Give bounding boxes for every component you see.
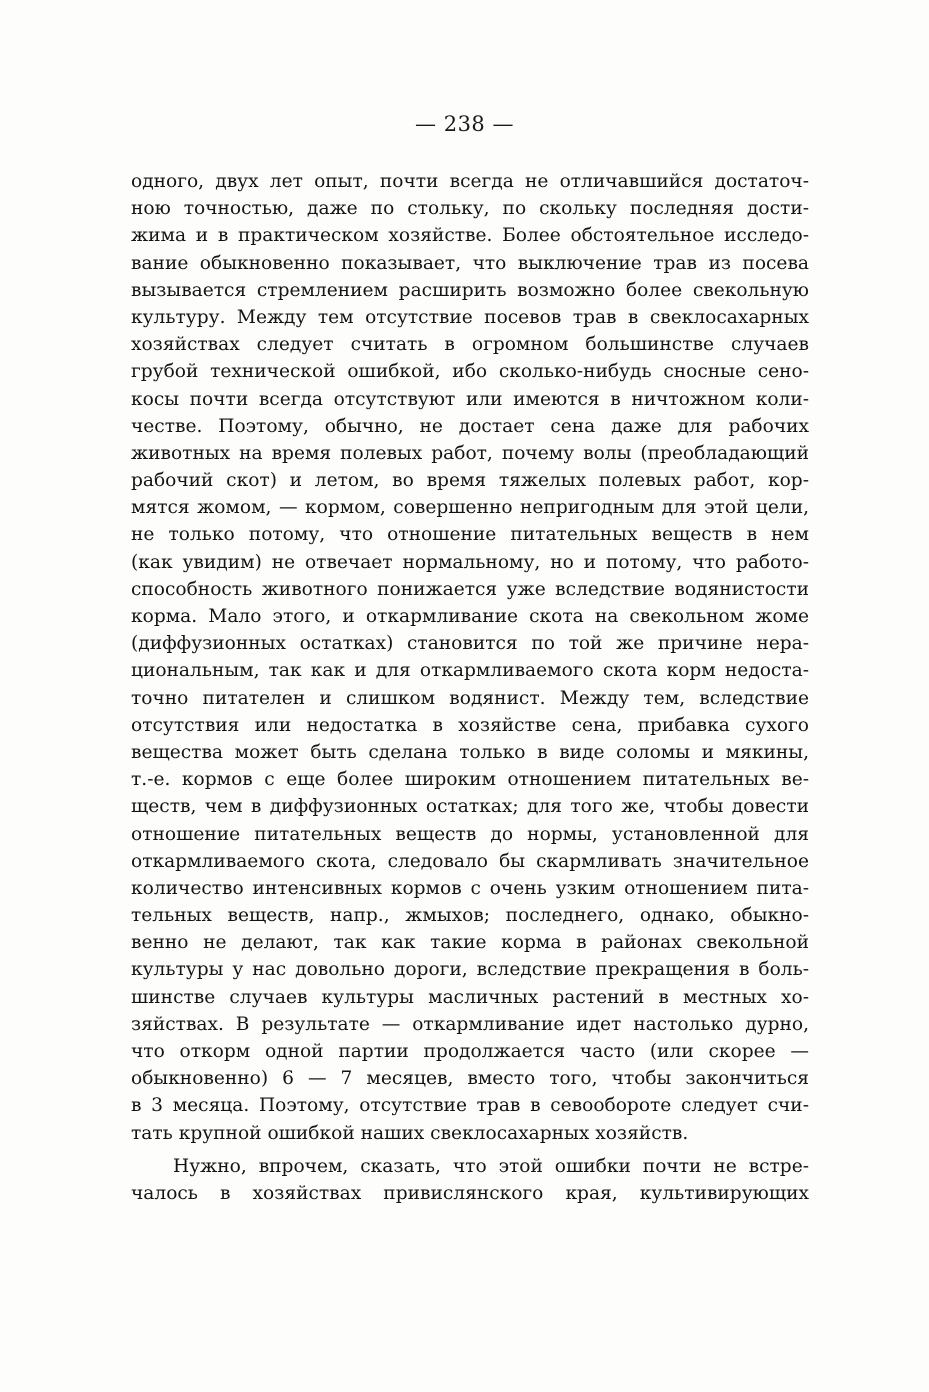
text-line: вание обыкновенно показывает, что выключение трав из посева [131,252,809,274]
body-text [131,168,809,1207]
text-line: отсутствия или недостатка в хозяйстве сена, прибавка сухого [131,714,809,736]
text-line: культуры у нас довольно дороги, вследствие прекращения в боль- [131,959,809,981]
text-line: способность животного понижается уже вследствие водянистости [131,578,809,600]
text-line: зяйствах. В результате — откармливание идет настолько дурно, [131,1013,809,1035]
text-line: тельных веществ, напр., жмыхов; последнего, однако, обыкно- [131,905,809,927]
text-line: циональным, так как и для откармливаемого скота корм недоста- [131,660,809,682]
text-line: что откорм одной партии продолжается часто (или скорее — [131,1041,809,1062]
text-line: отношение питательных веществ до нормы, установленной для [131,823,809,845]
text-line: откармливаемого скота, следовало бы скармливать значительное [131,850,809,872]
text-line: ществ, чем в диффузионных остатках; для того же, чтобы довести [131,796,809,818]
text-line: вещества может быть сделана только в виде соломы и мякины, [131,741,809,763]
text-line: венно не делают, так как такие корма в районах свекольной [131,932,809,954]
text-line: обыкновенно) 6 — 7 месяцев, вместо того, чтобы закончиться [131,1068,809,1090]
text-line: шинстве случаев культуры масличных растений в местных хо- [131,986,809,1008]
text-line: одного, двух лет опыт, почти всегда не отличавшийся достаточ- [131,171,809,192]
text-line: животных на время полевых работ, почему волы (преобладающий [131,442,809,464]
text-line: рабочий скот) и летом, во время тяжелых полевых работ, кор- [131,470,809,492]
text-line: корма. Мало этого, и откармливание скота на свекольном жоме [131,606,809,627]
text-line: ною точностью, даже по стольку, по скольку последняя дости- [131,198,809,220]
text-line: не только потому, что отношение питательных веществ в нем [131,524,809,546]
text-line: мятся жомом, — кормом, совершенно непригодным для этой цели, [131,497,809,519]
text-line: чалось в хозяйствах привислянского края, культивирующих [131,1182,809,1204]
text-line: количество интенсивных кормов с очень узким отношением пита- [131,877,809,899]
text-line: (как увидим) не отвечает нормальному, но и потому, что работо- [131,551,809,573]
text-line: тать крупной ошибкой наших свеклосахарных хозяйств. [131,1122,689,1144]
text-line: точно питателен и слишком водянист. Между тем, вследствие [131,687,809,709]
text-line: Нужно, впрочем, сказать, что этой ошибки почти не встре- [173,1155,809,1177]
paragraph [131,1153,809,1207]
text-line: жима и в практическом хозяйстве. Более обстоятельное исследо- [131,225,809,247]
text-line: вызывается стремлением расширить возможно более свекольную [131,279,809,301]
page-number: — 238 — [415,112,514,136]
text-line: (диффузионных остатках) становится по той же причине нера- [131,633,809,655]
text-line: косы почти всегда отсутствуют или имеются в ничтожном коли- [131,388,809,410]
text-line: хозяйствах следует считать в огромном большинстве случаев [131,334,809,356]
text-line: в 3 месяца. Поэтому, отсутствие трав в севообороте следует счи- [131,1095,809,1117]
text-line: честве. Поэтому, обычно, не достает сена даже для рабочих [131,415,809,437]
text-line: грубой технической ошибкой, ибо сколько-нибудь сносные сено- [131,361,809,383]
text-line: т.-е. кормов с еще более широким отношением питательных ве- [131,769,809,791]
paragraph [131,168,809,1147]
text-line: культуру. Между тем отсутствие посевов трав в свеклосахарных [131,306,809,328]
